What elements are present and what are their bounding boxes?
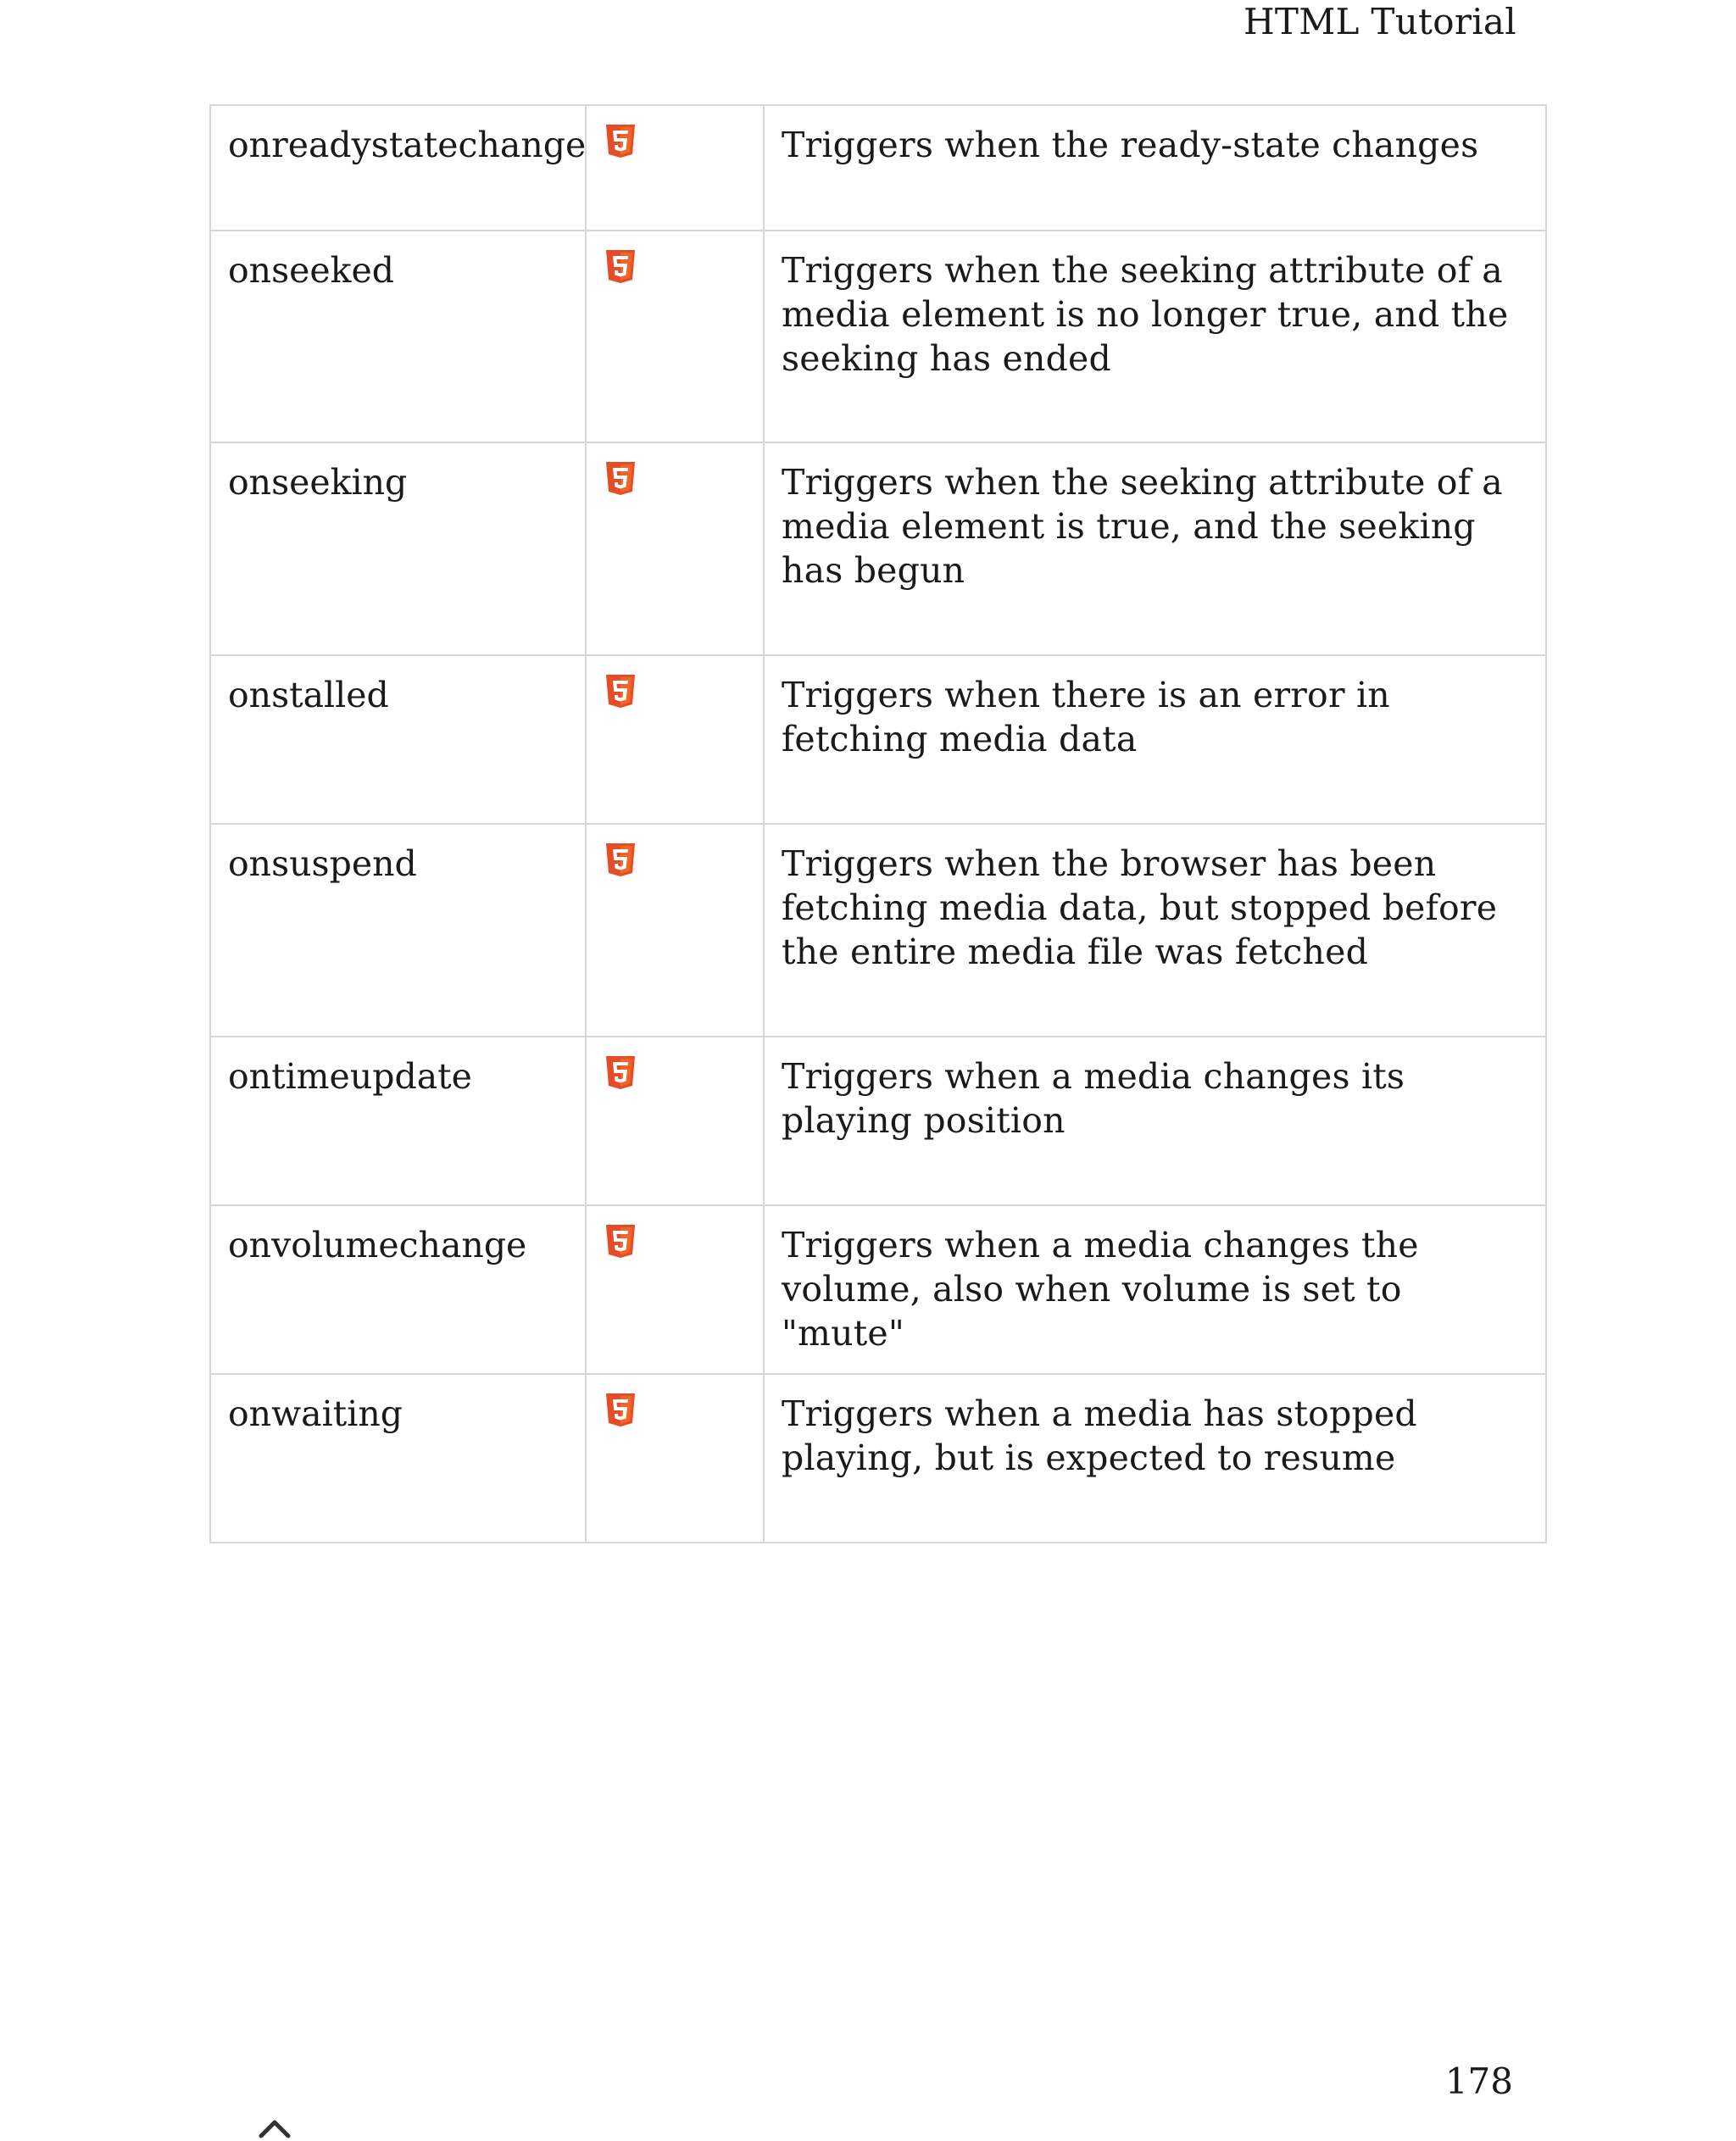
table-row — [210, 231, 1546, 442]
attribute-description: Triggers when the seeking attribute of a media element is true, and the seeking has begun — [764, 442, 1546, 655]
table-row — [210, 1037, 1546, 1205]
table-row — [210, 1205, 1546, 1374]
html5-icon — [604, 1392, 637, 1427]
attribute-description: Triggers when the seeking attribute of a media element is no longer true, and the seeking has ended — [764, 231, 1546, 442]
html5-icon — [604, 1223, 637, 1259]
page-number: 178 — [1444, 2060, 1513, 2102]
attribute-description: Triggers when the browser has been fetching media data, but stopped before the entire media file was fetched — [764, 824, 1546, 1037]
attribute-name: onstalled — [210, 655, 586, 824]
html5-icon — [604, 673, 637, 709]
html5-icon — [604, 248, 637, 284]
html5-icon — [604, 1054, 637, 1090]
attribute-description: Triggers when a media changes its playing position — [764, 1037, 1546, 1205]
attribute-name: ontimeupdate — [210, 1037, 586, 1205]
attribute-name: onwaiting — [210, 1374, 586, 1543]
attribute-description: Triggers when there is an error in fetching media data — [764, 655, 1546, 824]
html5-icon — [604, 123, 637, 158]
table-row — [210, 1374, 1546, 1543]
caret-up-icon[interactable] — [256, 2110, 293, 2141]
attribute-name: onreadystatechange — [210, 105, 586, 231]
attribute-name: onseeking — [210, 442, 586, 655]
attribute-name: onseeked — [210, 231, 586, 442]
running-header: HTML Tutorial — [1244, 1, 1516, 42]
table-row — [210, 442, 1546, 655]
attribute-name: onvolumechange — [210, 1205, 586, 1374]
attribute-name: onsuspend — [210, 824, 586, 1037]
event-attributes-table — [209, 104, 1547, 1543]
html5-icon — [604, 842, 637, 877]
attribute-description: Triggers when a media changes the volume, also when volume is set to "mute" — [764, 1205, 1546, 1374]
attribute-description: Triggers when a media has stopped playing, but is expected to resume — [764, 1374, 1546, 1543]
html5-icon — [604, 460, 637, 496]
attribute-description: Triggers when the ready-state changes — [764, 105, 1546, 231]
table-row — [210, 824, 1546, 1037]
table-row — [210, 655, 1546, 824]
table-row — [210, 105, 1546, 231]
